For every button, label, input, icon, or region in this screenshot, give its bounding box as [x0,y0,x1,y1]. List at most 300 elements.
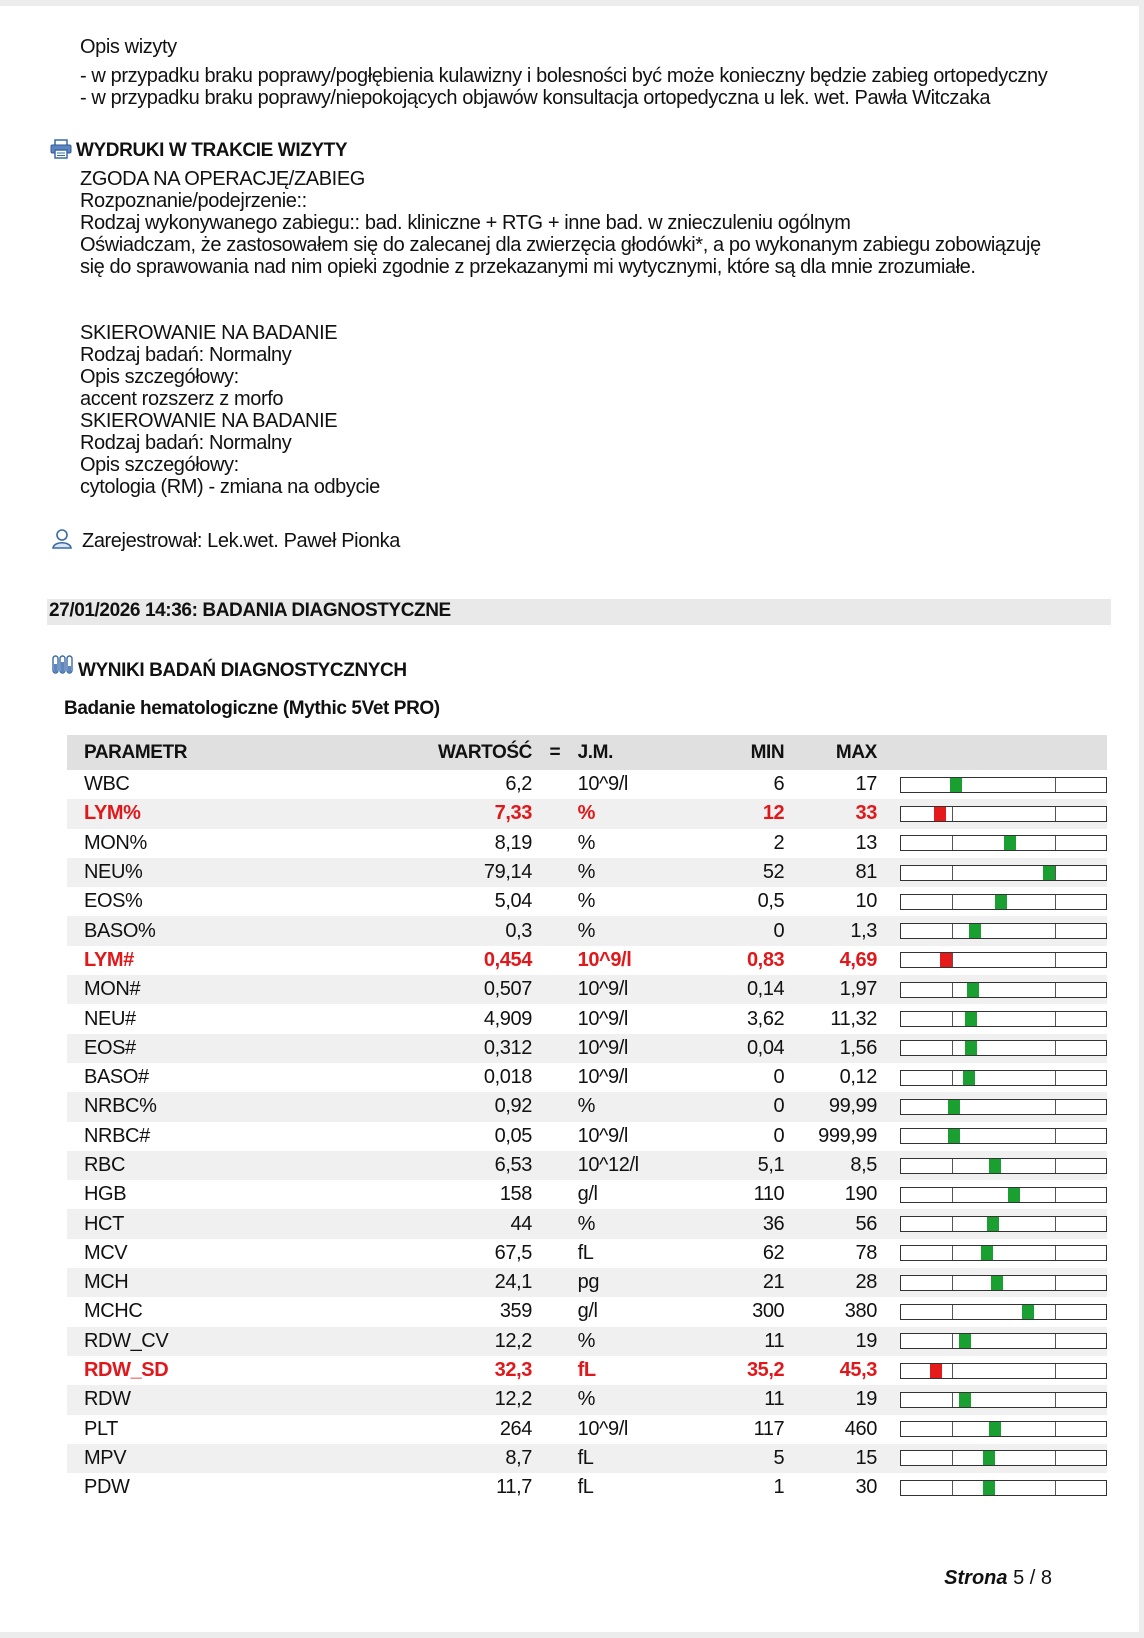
param-cell: NEU# [84,1007,136,1030]
gauge-min-tick [952,866,953,880]
referral-line: Opis szczegółowy: [80,454,239,476]
gauge-marker-normal [987,1217,999,1231]
min-cell: 5 [685,1444,785,1473]
table-row [67,858,1107,887]
eq-cell [532,946,578,975]
gauge-min-tick [952,1364,953,1378]
value-cell: 0,454 [483,948,532,971]
gauge-marker-normal [963,1071,975,1085]
gauge-min-tick [952,1305,953,1319]
eq-cell [532,1268,578,1297]
test-tubes-icon [51,655,73,675]
param-cell: BASO% [67,916,278,945]
gauge-max-tick [1055,1393,1056,1407]
table-row [67,1297,1107,1326]
max-cell: 28 [784,1268,877,1297]
col-gauge [877,735,1107,770]
unit-cell: fL [577,1476,594,1499]
eq-cell [532,1444,578,1473]
gauge-marker-normal [948,1100,960,1114]
gauge-marker-normal [967,983,979,997]
unit-cell: % [578,1327,685,1356]
value-cell: 5,04 [494,890,532,913]
table-row [67,1063,1107,1092]
results-table [67,735,1107,1502]
param-cell: MON% [84,831,147,854]
unit-cell: % [578,858,685,887]
unit-cell: 10^9/l [577,1007,628,1030]
range-gauge [900,1333,1107,1349]
table-row [67,799,1107,828]
param-cell: RBC [67,1151,278,1180]
referral-line: Rodzaj badań: Normalny [80,344,292,366]
param-cell: MCH [67,1268,278,1297]
eq-cell [532,1239,578,1268]
range-gauge [900,806,1107,822]
unit-cell: pg [578,1268,685,1297]
registered-by: Zarejestrował: Lek.wet. Paweł Pionka [82,530,400,552]
page-top-edge [0,0,1144,6]
unit-cell: 10^9/l [578,975,685,1004]
col-min: MIN [685,735,785,770]
col-max: MAX [784,735,877,770]
value-cell: 32,3 [494,1359,532,1382]
gauge-max-tick [1055,1129,1056,1143]
table-row [67,1473,1107,1502]
gauge-cell [877,770,1107,799]
consent-line: ZGODA NA OPERACJĘ/ZABIEG [80,168,365,190]
table-row [67,1004,1107,1033]
range-gauge [900,1128,1107,1144]
value-cell: 12,2 [278,1327,532,1356]
param-cell: PLT [84,1417,118,1440]
param-cell: RDW_SD [84,1359,169,1382]
min-cell: 0 [773,1066,785,1089]
gauge-cell [877,946,1107,975]
value-cell: 6,53 [278,1151,532,1180]
param-cell: MCHC [84,1300,143,1323]
max-cell: 460 [844,1417,877,1440]
range-gauge [900,952,1107,968]
unit-cell: fL [577,1359,596,1382]
min-cell: 0,83 [746,948,785,971]
gauge-min-tick [952,1159,953,1173]
value-cell: 8,7 [278,1444,532,1473]
param-cell: EOS# [67,1034,278,1063]
table-row [67,975,1107,1004]
value-cell: 0,05 [494,1124,532,1147]
gauge-cell [877,1268,1107,1297]
value-cell: 4,909 [483,1007,532,1030]
results-title: WYNIKI BADAŃ DIAGNOSTYCZNYCH [78,660,407,681]
footer-separator: / [1029,1567,1036,1589]
eq-cell [532,1151,578,1180]
max-cell: 19 [784,1327,877,1356]
gauge-marker-abnormal [940,953,952,967]
unit-cell: % [578,799,685,828]
value-cell: 6,2 [505,773,532,796]
table-row [67,1444,1107,1473]
gauge-max-tick [1055,1451,1056,1465]
eq-cell [532,1356,578,1385]
range-gauge [900,1216,1107,1232]
eq-cell [532,1122,578,1151]
gauge-marker-normal [989,1159,1001,1173]
unit-cell: 10^9/l [577,1066,628,1089]
gauge-min-tick [952,953,953,967]
gauge-max-tick [1055,1334,1056,1348]
table-row [67,946,1107,975]
range-gauge [900,1011,1107,1027]
gauge-max-tick [1055,1188,1056,1202]
gauge-max-tick [1055,1012,1056,1026]
gauge-max-tick [1055,1041,1056,1055]
min-cell: 35,2 [746,1359,785,1382]
gauge-marker-abnormal [934,807,946,821]
max-cell: 1,97 [784,975,877,1004]
eq-cell [532,1063,578,1092]
max-cell: 45,3 [839,1359,877,1382]
max-cell: 17 [855,773,877,796]
gauge-cell [877,887,1107,916]
referral-line: cytologia (RM) - zmiana na odbycie [80,476,380,498]
gauge-min-tick [952,1451,953,1465]
unit-cell: % [578,1092,685,1121]
eq-cell [532,975,578,1004]
gauge-min-tick [952,924,953,938]
unit-cell: 10^9/l [577,773,628,796]
param-cell: MCV [84,1241,128,1264]
referral-line: SKIEROWANIE NA BADANIE [80,322,338,344]
min-cell: 2 [773,831,785,854]
min-cell: 5,1 [685,1151,785,1180]
gauge-marker-normal [983,1481,995,1495]
param-cell: HCT [67,1209,278,1238]
gauge-min-tick [952,1217,953,1231]
max-cell: 380 [844,1300,877,1323]
range-gauge [900,1040,1107,1056]
min-cell: 0,14 [685,975,785,1004]
diagnostics-date-text: 27/01/2026 14:36: BADANIA DIAGNOSTYCZNE [49,600,451,621]
range-gauge [900,1421,1107,1437]
eq-cell [532,1004,578,1033]
value-cell: 264 [499,1417,532,1440]
referral-line: Rodzaj badań: Normalny [80,432,292,454]
range-gauge [900,777,1107,793]
eq-cell [532,1385,578,1414]
table-row [67,1180,1107,1209]
gauge-marker-normal [1022,1305,1034,1319]
gauge-cell [877,1209,1107,1238]
range-gauge [900,1480,1107,1496]
gauge-cell [877,858,1107,887]
gauge-marker-normal [989,1422,1001,1436]
gauge-cell [877,1180,1107,1209]
value-cell: 44 [278,1209,532,1238]
col-value: WARTOŚĆ [278,735,532,770]
eq-cell [532,916,578,945]
col-param: PARAMETR [67,735,278,770]
gauge-cell [877,1415,1107,1444]
param-cell: LYM% [67,799,278,828]
gauge-max-tick [1055,1159,1056,1173]
min-cell: 0 [685,1092,785,1121]
value-cell: 24,1 [278,1268,532,1297]
eq-cell [532,887,578,916]
visit-description-line: - w przypadku braku poprawy/niepokojących objawów konsultacja ortopedyczna u lek. wet. Pawła Witczaka [80,87,991,109]
min-cell: 0,5 [757,890,785,913]
unit-cell: % [577,831,595,854]
gauge-cell [877,1239,1107,1268]
range-gauge [900,835,1107,851]
unit-cell: 10^9/l [577,1417,628,1440]
max-cell: 11,32 [830,1007,877,1030]
param-cell: MPV [67,1444,278,1473]
gauge-min-tick [952,1012,953,1026]
gauge-cell [877,1092,1107,1121]
gauge-cell [877,1473,1107,1502]
min-cell: 1 [773,1476,785,1499]
param-cell: MON# [67,975,278,1004]
value-cell: 12,2 [278,1385,532,1414]
param-cell: RDW_CV [67,1327,278,1356]
referral-line: Opis szczegółowy: [80,366,239,388]
gauge-cell [877,1327,1107,1356]
table-row [67,887,1107,916]
gauge-max-tick [1055,836,1056,850]
page-right-edge [1139,0,1144,1638]
referral-line: SKIEROWANIE NA BADANIE [80,410,338,432]
value-cell: 7,33 [278,799,532,828]
gauge-marker-normal [959,1393,971,1407]
param-cell: NRBC# [84,1124,150,1147]
table-row [67,1327,1107,1356]
gauge-max-tick [1055,1217,1056,1231]
max-cell: 78 [855,1241,877,1264]
min-cell: 11 [685,1385,785,1414]
consent-line: Rozpoznanie/podejrzenie:: [80,190,307,212]
eq-cell [532,1092,578,1121]
col-eq: = [532,735,578,770]
range-gauge [900,1187,1107,1203]
unit-cell: % [578,1209,685,1238]
gauge-marker-normal [981,1246,993,1260]
gauge-cell [877,799,1107,828]
gauge-cell [877,1122,1107,1151]
results-table-header [67,735,1107,770]
gauge-max-tick [1055,983,1056,997]
max-cell: 56 [784,1209,877,1238]
diagnostics-date-header [47,599,1111,625]
eq-cell [532,1327,578,1356]
gauge-min-tick [952,1246,953,1260]
gauge-marker-normal [950,778,962,792]
min-cell: 0,04 [685,1034,785,1063]
range-gauge [900,923,1107,939]
gauge-cell [877,1356,1107,1385]
gauge-min-tick [952,983,953,997]
range-gauge [900,1450,1107,1466]
unit-cell: % [578,916,685,945]
gauge-marker-normal [983,1451,995,1465]
gauge-max-tick [1055,1364,1056,1378]
eq-cell [532,1180,578,1209]
value-cell: 67,5 [494,1241,532,1264]
page-bottom-edge [0,1632,1144,1638]
max-cell: 4,69 [839,948,877,971]
value-cell: 0,507 [278,975,532,1004]
gauge-max-tick [1055,1481,1056,1495]
gauge-max-tick [1055,953,1056,967]
param-cell: BASO# [84,1066,149,1089]
table-row [67,1415,1107,1444]
range-gauge [900,1099,1107,1115]
col-unit: J.M. [578,735,685,770]
gauge-max-tick [1055,895,1056,909]
value-cell: 0,018 [483,1066,532,1089]
gauge-cell [877,1034,1107,1063]
value-cell: 158 [499,1183,532,1206]
footer-total: 8 [1040,1567,1052,1589]
gauge-marker-normal [995,895,1007,909]
gauge-marker-normal [959,1334,971,1348]
eq-cell [532,770,578,799]
gauge-cell [877,1004,1107,1033]
gauge-max-tick [1055,778,1056,792]
table-row [67,1151,1107,1180]
gauge-min-tick [952,1422,953,1436]
user-icon [51,528,73,550]
max-cell: 81 [784,858,877,887]
gauge-min-tick [952,1276,953,1290]
min-cell: 12 [685,799,785,828]
gauge-marker-normal [965,1041,977,1055]
gauge-cell [877,1444,1107,1473]
gauge-max-tick [1055,1071,1056,1085]
eq-cell [532,829,578,858]
unit-cell: 10^9/l [577,948,632,971]
visit-description-title: Opis wizyty [80,36,177,58]
param-cell: NRBC% [67,1092,278,1121]
eq-cell [532,1473,578,1502]
min-cell: 110 [753,1183,785,1206]
gauge-cell [877,829,1107,858]
gauge-marker-normal [969,924,981,938]
unit-cell: 10^12/l [578,1151,685,1180]
max-cell: 99,99 [784,1092,877,1121]
param-cell: WBC [84,773,130,796]
footer-page: 5 [1013,1567,1025,1589]
min-cell: 3,62 [746,1007,785,1030]
gauge-marker-normal [948,1129,960,1143]
gauge-max-tick [1055,1305,1056,1319]
eq-cell [532,1297,578,1326]
min-cell: 52 [685,858,785,887]
printouts-title: WYDRUKI W TRAKCIE WIZYTY [76,140,348,161]
gauge-cell [877,1063,1107,1092]
value-cell: 79,14 [278,858,532,887]
page-footer [944,1567,1052,1590]
gauge-max-tick [1055,866,1056,880]
eq-cell [532,1034,578,1063]
range-gauge [900,1304,1107,1320]
max-cell: 999,99 [818,1124,877,1147]
table-row [67,1385,1107,1414]
eq-cell [532,858,578,887]
gauge-min-tick [952,1188,953,1202]
value-cell: 8,19 [494,831,532,854]
unit-cell: % [578,1385,685,1414]
gauge-cell [877,1385,1107,1414]
max-cell: 8,5 [784,1151,877,1180]
table-row [67,1209,1107,1238]
gauge-min-tick [952,1334,953,1348]
range-gauge [900,1245,1107,1261]
min-cell: 11 [685,1327,785,1356]
table-row [67,1268,1107,1297]
param-cell: PDW [84,1476,130,1499]
gauge-marker-normal [991,1276,1003,1290]
range-gauge [900,1363,1107,1379]
range-gauge [900,1070,1107,1086]
gauge-max-tick [1055,807,1056,821]
gauge-max-tick [1055,1276,1056,1290]
gauge-min-tick [952,1393,953,1407]
table-row [67,1122,1107,1151]
printer-icon [50,139,72,159]
value-cell: 11,7 [496,1476,532,1499]
param-cell: RDW [67,1385,278,1414]
gauge-marker-normal [965,1012,977,1026]
range-gauge [900,982,1107,998]
max-cell: 30 [855,1476,877,1499]
min-cell: 62 [762,1241,785,1264]
max-cell: 19 [784,1385,877,1414]
gauge-min-tick [952,1041,953,1055]
param-cell: HGB [84,1183,127,1206]
gauge-marker-normal [1004,836,1016,850]
max-cell: 13 [855,831,877,854]
min-cell: 6 [773,773,785,796]
table-row [67,916,1107,945]
gauge-max-tick [1055,1100,1056,1114]
unit-cell: 10^9/l [578,1034,685,1063]
min-cell: 300 [752,1300,785,1323]
consent-line: Oświadczam, że zastosowałem się do zalecanej dla zwierzęcia głodówki*, a po wykonanym zabiegu zobowiązuję [80,234,1041,256]
range-gauge [900,1275,1107,1291]
range-gauge [900,865,1107,881]
max-cell: 0,12 [839,1066,877,1089]
gauge-min-tick [952,895,953,909]
gauge-min-tick [952,836,953,850]
max-cell: 190 [844,1183,877,1206]
param-cell: NEU% [67,858,278,887]
unit-cell: g/l [577,1183,598,1206]
table-row [67,829,1107,858]
gauge-min-tick [952,1071,953,1085]
table-row [67,770,1107,799]
eq-cell [532,1415,578,1444]
range-gauge [900,1392,1107,1408]
max-cell: 10 [855,890,877,913]
value-cell: 0,92 [278,1092,532,1121]
panel-title: Badanie hematologiczne (Mythic 5Vet PRO) [64,698,440,719]
gauge-min-tick [952,807,953,821]
gauge-marker-normal [1008,1188,1020,1202]
footer-label: Strona [944,1567,1008,1589]
min-cell: 117 [753,1417,785,1440]
eq-cell [532,799,578,828]
